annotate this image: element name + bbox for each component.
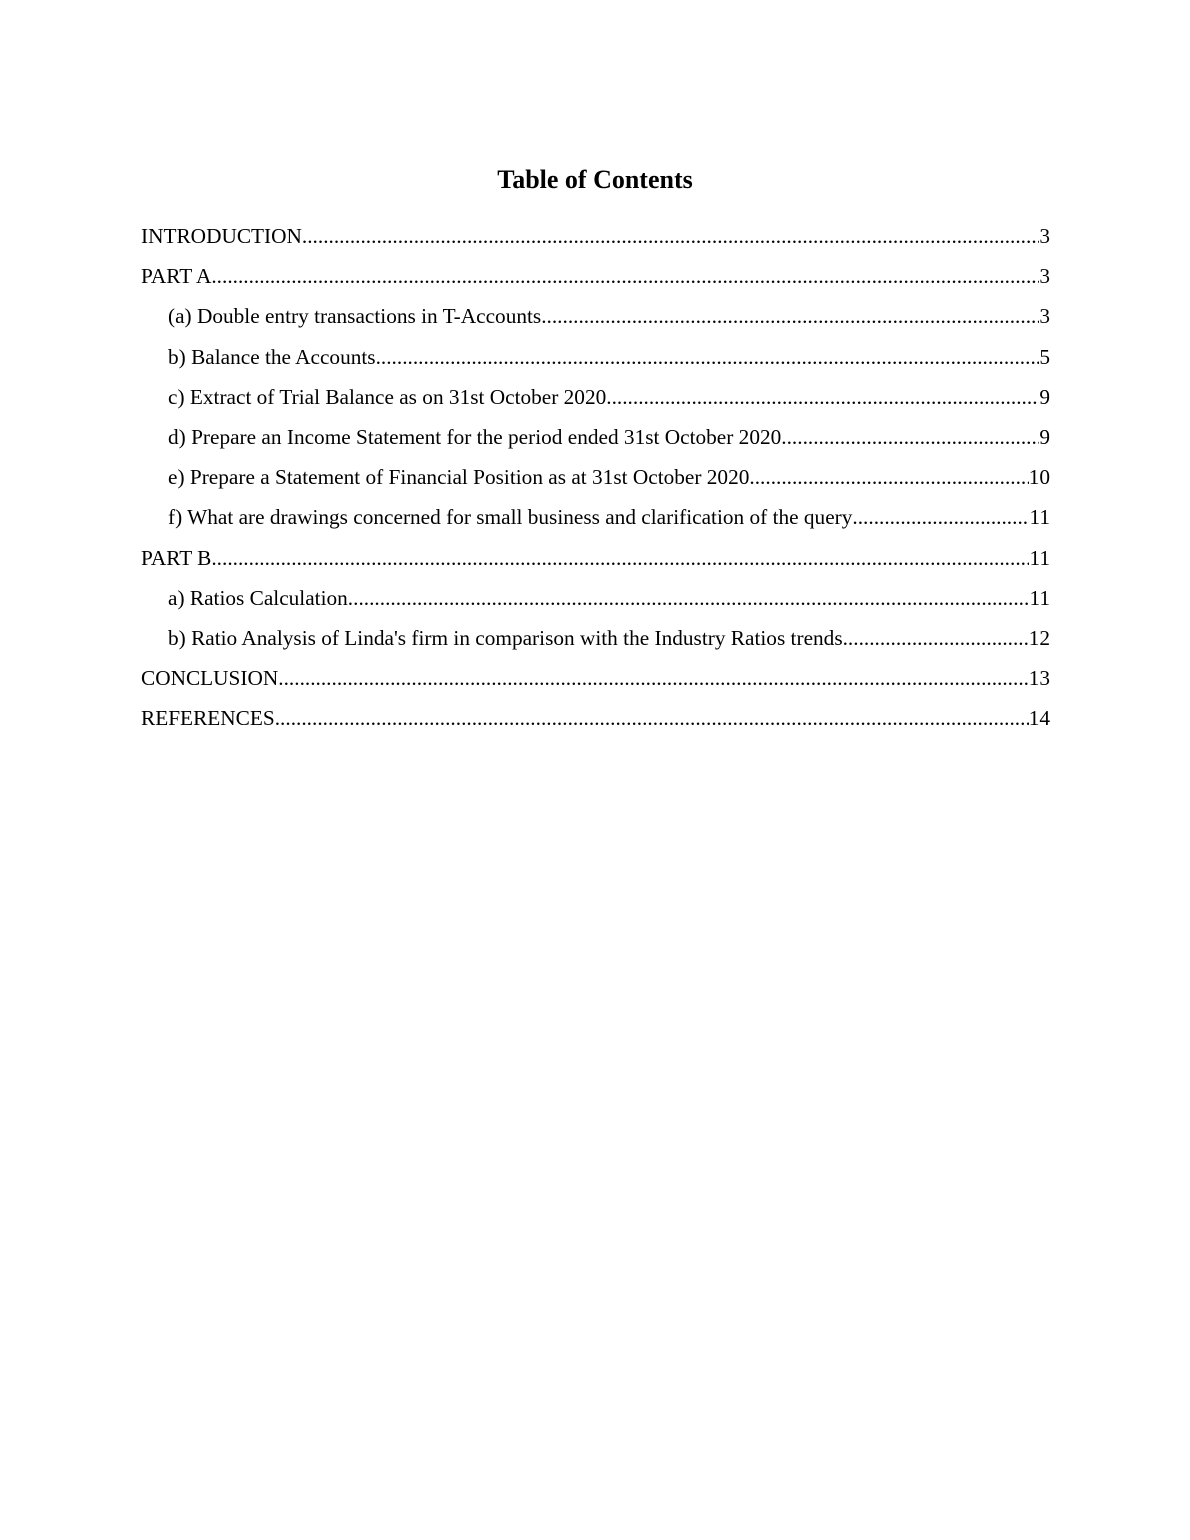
toc-entry-label: b) Ratio Analysis of Linda's firm in comparison with the Industry Ratios trends [168,625,843,650]
dot-leader [606,377,1039,417]
toc-entry-part-b[interactable] [141,538,1050,578]
toc-entry-page: 12 [1028,625,1050,650]
toc-entry-label: INTRODUCTION [141,224,302,248]
toc-entry-part-a[interactable] [141,256,1050,296]
toc-entry-page: 11 [1029,585,1050,610]
toc-entry-page: 10 [1028,465,1050,490]
toc-entry-ratio-analysis[interactable] [141,618,1050,658]
toc-entry-conclusion[interactable] [141,658,1050,698]
toc-entry-introduction[interactable] [141,216,1050,256]
toc-entry-page: 5 [1039,344,1050,369]
toc-entry-label: e) Prepare a Statement of Financial Position as at 31st October 2020 [168,465,750,490]
toc-entry-page: 11 [1029,545,1050,570]
toc-entry-label: CONCLUSION [141,666,279,691]
toc-entry-label: PART A [141,264,212,289]
toc-entry-label: PART B [141,545,212,570]
dot-leader [843,618,1029,658]
toc-entry-label: d) Prepare an Income Statement for the period ended 31st October 2020 [168,424,782,449]
toc-entry-page: 3 [1039,264,1050,289]
dot-leader [211,538,1029,578]
toc-entry-label: b) Balance the Accounts [168,344,376,369]
toc-entry-page: 11 [1029,505,1050,530]
dot-leader [278,658,1028,698]
toc-entry-page: 3 [1039,224,1050,248]
dot-leader [541,296,1039,336]
toc-entry-balance-accounts[interactable] [141,337,1050,377]
toc-entry-financial-position[interactable] [141,457,1050,497]
dot-leader [211,256,1039,296]
dot-leader [275,698,1029,738]
dot-leader [348,578,1030,618]
toc-entry-label: a) Ratios Calculation [168,585,348,610]
toc-entry-drawings[interactable] [141,497,1050,537]
toc-title: Table of Contents [497,165,693,194]
toc-entry-references[interactable] [141,698,1050,738]
dot-leader [376,337,1040,377]
toc-entry-double-entry[interactable] [141,296,1050,336]
toc-entry-page: 14 [1028,706,1050,731]
toc-entry-income-statement[interactable] [141,417,1050,457]
toc-entry-label: c) Extract of Trial Balance as on 31st October 2020 [168,384,607,409]
dot-leader [781,417,1039,457]
toc-entry-ratios-calculation[interactable] [141,578,1050,618]
toc-entry-page: 9 [1039,424,1050,449]
toc-entry-trial-balance[interactable] [141,377,1050,417]
toc-list [141,216,1050,738]
dot-leader [852,497,1029,537]
toc-entry-page: 3 [1039,304,1050,329]
toc-entry-page: 13 [1028,666,1050,691]
toc-entry-label: (a) Double entry transactions in T-Accounts [168,304,542,329]
toc-entry-page: 9 [1039,384,1050,409]
toc-entry-label: f) What are drawings concerned for small business and clarification of the query [168,505,853,530]
toc-entry-label: REFERENCES [141,706,275,731]
dot-leader [749,457,1028,497]
dot-leader [302,216,1039,256]
